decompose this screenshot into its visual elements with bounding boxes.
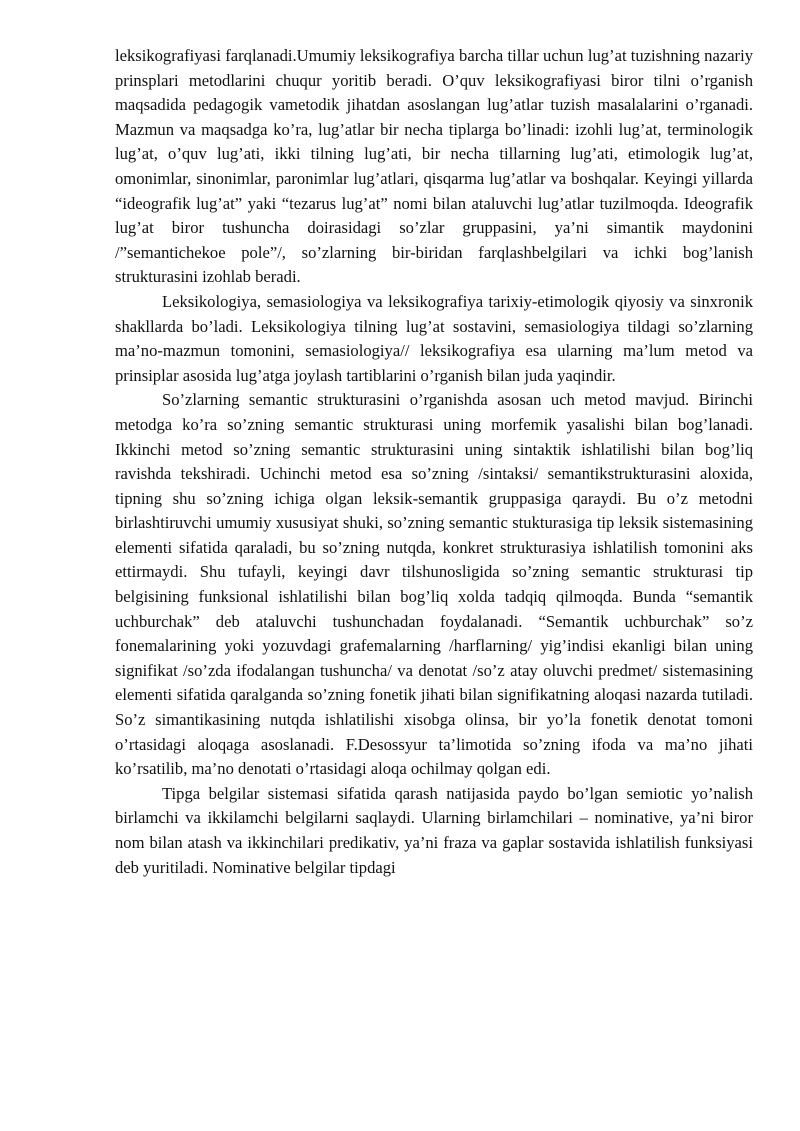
document-page [115,44,753,880]
paragraph-4: Tipga belgilar sistemasi sifatida qarash natijasida paydo bo’lgan semiotic yo’nalish birlamchi va ikkilamchi belgilarni saqlaydi. Ularning birlamchilari – nominative, ya’ni biror nom bilan atash va ikkinchilari predikativ, ya’ni fraza va gaplar sostavida ishlatilish funksiyasi deb yuritiladi. Nominative belgilar tipdagi [115,783,753,877]
paragraph-3: So’zlarning semantic strukturasini o’rganishda asosan uch metod mavjud. Birinchi metodga ko’ra so’zning semantic strukturasi uning morfemik yasalishi bilan bog’lanadi. Ikkinchi metod so’zning semantic strukturasini uning sintaktik ishlatilishi bilan bog’liq ravishda tekshiradi. Uchinchi metod esa so’zning /sintaksi/ semantikstrukturasini aloxida, tipning shu so’zning ichiga olgan leksik-semantik gruppasiga qaraydi. Bu o’z metodni birlashtiruvchi umumiy xususiyat shuki, so’zning semantic stukturasiga tip leksik sistemasining elementi sifatida qaraladi, bu so’zning nutqda, konkret strukturasiya ishlatilish tomonini aks ettirmaydi. Shu tufayli, keyingi davr tilshunosligida so’zning semantic strukturasi tip belgisining funksional ishlatilishi bilan bog’liq xolda tadqiq qilmoqda. Bunda “semantik uchburchak” deb ataluvchi tushunchadan foydalanadi. “Semantik uchburchak” so’z fonemalarining yoki yozuvdagi grafemalarning /harflarning/ yig’indisi ekanligi bilan uning signifikat /so’zda ifodalangan tushuncha/ va denotat /so’z atay oluvchi predmet/ sistemasining elementi sifatida qaralganda so’zning fonetik jihati bilan signifikatning aloqasi nazarda tutiladi. So’z simantikasining nutqda ishlatilishi xisobga olinsa, bir yo’la fonetik denotat tomoni o’rtasidagi aloqaga asoslanadi. F.Desossyur ta’limotida so’zning ifoda va ma’no jihati ko’rsatilib, ma’no denotati o’rtasidagi aloqa ochilmay qolgan edi. [115,390,753,779]
paragraph-1: leksikografiyasi farqlanadi.Umumiy leksikografiya barcha tillar uchun lug’at tuzishning nazariy prinsplari metodlarini chuqur yoritib beradi. O’quv leksikografiyasi biror tilni o’rganish maqsadida pedagogik vametodik jihatdan asoslangan lug’atlar tuzish masalalarini o’rganadi. Mazmun va maqsadga ko’ra, lug’atlar bir necha tiplarga bo’linadi: izohli lug’at, terminologik lug’at, o’quv lug’ati, ikki tilning lug’ati, bir necha tillarning lug’ati, etimologik lug’at, omonimlar, sinonimlar, paronimlar lug’atlari, qisqarma lug’atlar va boshqalar. Keyingi yillarda “ideografik lug’at” yaki “tezarus lug’at” nomi bilan ataluvchi lug’atlar tuzilmoqda. Ideografik lug’at biror tushuncha doirasidagi so’zlar gruppasini, ya’ni simantik maydonini /”semantichekoe pole”/, so’zlarning bir-biridan farqlashbelgilari va ichki bog’lanish strukturasini izohlab beradi. [115,46,753,287]
paragraph-2: Leksikologiya, semasiologiya va leksikografiya tarixiy-etimologik qiyosiy va sinxronik shakllarda bo’ladi. Leksikologiya tilning lug’at sostavini, semasiologiya tildagi so’zlarning ma’no-mazmun tomonini, semasiologiya// leksikografiya esa ularning ma’lum metod va prinsiplar asosida lug’atga joylash tartiblarini o’rganish bilan juda yaqindir. [115,291,753,385]
